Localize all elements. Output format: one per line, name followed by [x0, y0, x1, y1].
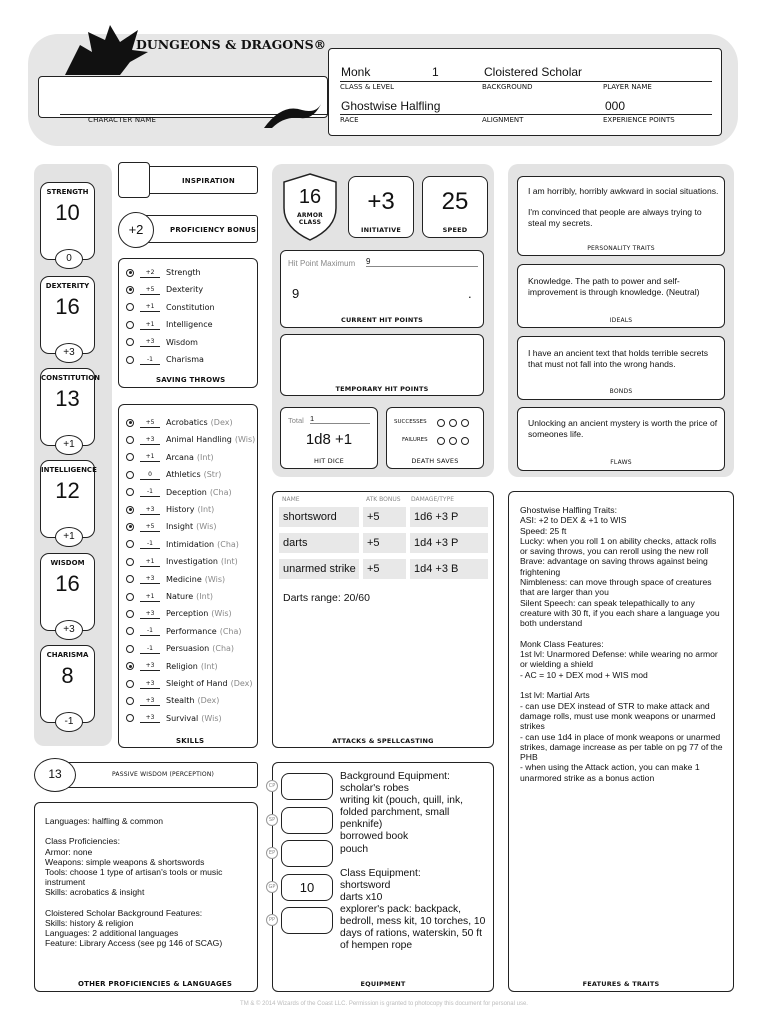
skill-mod[interactable]: +3: [140, 661, 160, 671]
death-save-checkbox[interactable]: [437, 437, 445, 445]
passive-value[interactable]: 13: [34, 758, 76, 792]
skill-ability: (Dex): [210, 418, 233, 427]
skill-row[interactable]: [126, 501, 214, 518]
skill-name: Performance: [166, 626, 217, 636]
death-save-checkbox[interactable]: [449, 437, 457, 445]
skills-label: SKILLS: [176, 737, 205, 745]
ability-score[interactable]: 16: [55, 571, 80, 596]
ability-strength[interactable]: [40, 182, 95, 264]
saving-throw-row[interactable]: [126, 299, 215, 316]
skill-mod[interactable]: -1: [140, 626, 160, 636]
ability-score[interactable]: 8: [61, 663, 74, 688]
skill-row[interactable]: [126, 675, 253, 692]
hit-dice-total-value[interactable]: 1: [310, 414, 370, 424]
skill-name: Intimidation: [166, 539, 215, 549]
skill-ability: (Wis): [234, 435, 256, 445]
attacks-label: ATTACKS & SPELLCASTING: [332, 737, 434, 745]
ability-mod: -1: [55, 712, 83, 732]
skill-ability: (Int): [197, 505, 215, 514]
skill-row[interactable]: [126, 536, 239, 553]
skill-mod[interactable]: -1: [140, 644, 160, 654]
skill-name: Investigation: [166, 557, 218, 567]
ability-mod: 0: [55, 249, 83, 269]
attack-col-dmg: DAMAGE/TYPE: [411, 496, 454, 503]
skill-name: Stealth: [166, 696, 195, 706]
proficiency-dot[interactable]: [126, 540, 134, 548]
attack-notes[interactable]: Darts range: 20/60: [283, 592, 370, 604]
skill-row[interactable]: [126, 431, 255, 448]
skill-name: Acrobatics: [166, 418, 208, 427]
hp-current-label: CURRENT HIT POINTS: [340, 316, 424, 324]
proficiency-dot[interactable]: [126, 697, 134, 705]
player-name-label: PLAYER NAME: [603, 83, 652, 91]
saving-throw-name: Dexterity: [166, 285, 204, 295]
coin-ep-field[interactable]: [281, 840, 333, 867]
ability-name: STRENGTH: [46, 188, 89, 196]
skill-mod[interactable]: -1: [140, 487, 160, 497]
skill-ability: (Int): [200, 661, 218, 671]
equipment-label: EQUIPMENT: [360, 980, 406, 988]
coin-label: EP: [266, 847, 278, 859]
attack-name[interactable]: shortsword: [279, 507, 359, 527]
coin-label: GP: [266, 881, 278, 893]
skill-row[interactable]: [126, 571, 225, 588]
ideals-label: IDEALS: [609, 317, 633, 324]
skill-name: Animal Handling: [166, 435, 232, 445]
skill-name: Medicine: [166, 574, 202, 584]
saving-throw-mod[interactable]: -1: [140, 355, 160, 365]
saving-throw-name: Strength: [166, 268, 201, 277]
skill-row[interactable]: [126, 414, 233, 431]
saving-throw-row[interactable]: [126, 264, 201, 281]
background-label: BACKGROUND: [482, 83, 533, 91]
proficiencies-text[interactable]: Languages: halfling & common Class Proficiencies: Armor: none Weapons: simple weapons & shortswords Tools: choose 1 type of artisan's tools or music instrument Skills: acrobatics & insight Cloistered Scholar Background Features: Skills: history & religion Languages: 2 additional languages Feature: Library Access (see pg 146 of SCAG): [45, 816, 223, 949]
ability-mod: +1: [55, 527, 83, 547]
attack-damage[interactable]: 1d4 +3 B: [410, 559, 488, 579]
skill-ability: (Wis): [204, 574, 226, 584]
attack-bonus[interactable]: +5: [363, 533, 406, 553]
ability-mod: +3: [55, 620, 83, 640]
skill-mod[interactable]: +3: [140, 435, 160, 445]
hp-max-label: Hit Point Maximum: [288, 259, 356, 268]
skill-ability: (Int): [196, 452, 214, 462]
coin-pp-field[interactable]: [281, 907, 333, 934]
flaws-label: FLAWS: [610, 459, 632, 466]
coin-label: SP: [266, 814, 278, 826]
proficiency-dot[interactable]: [126, 303, 134, 311]
initiative-value[interactable]: +3: [367, 188, 395, 215]
skill-mod[interactable]: +1: [140, 557, 160, 567]
bonds-text[interactable]: I have an ancient text that holds terrible secrets that must not fall into the wrong hands.: [528, 348, 711, 369]
saving-throws-label: SAVING THROWS: [156, 376, 226, 384]
skill-ability: (Cha): [212, 644, 235, 654]
header-line-2: [340, 114, 712, 115]
death-failures-label: FAILURES: [402, 437, 428, 443]
skill-name: Insight: [166, 522, 194, 532]
skill-ability: (Wis): [196, 522, 217, 532]
hp-max-value[interactable]: 9: [366, 257, 478, 267]
hp-temp-label: TEMPORARY HIT POINTS: [335, 385, 429, 393]
skill-ability: (Wis): [211, 609, 232, 619]
ability-mod: +3: [55, 343, 83, 363]
class-level-value[interactable]: Monk: [341, 65, 371, 79]
skill-name: Deception: [166, 487, 207, 497]
background-value[interactable]: Cloistered Scholar: [484, 65, 583, 79]
skill-mod[interactable]: +3: [140, 505, 160, 515]
attack-col-atk: ATK BONUS: [366, 496, 401, 503]
initiative-label: INITIATIVE: [361, 226, 401, 234]
attack-bonus[interactable]: +5: [363, 559, 406, 579]
attack-damage[interactable]: 1d4 +3 P: [410, 533, 488, 553]
saving-throw-mod[interactable]: +3: [140, 337, 160, 347]
proficiency-dot[interactable]: [126, 269, 134, 277]
logo-text: DUNGEONS & DRAGONS®: [136, 37, 327, 52]
proficiency-dot[interactable]: [126, 453, 134, 461]
skill-name: Persuasion: [166, 644, 210, 654]
proficiency-dot[interactable]: [126, 627, 134, 635]
hit-dice-value[interactable]: 1d8 +1: [305, 431, 353, 448]
alignment-label: ALIGNMENT: [482, 116, 524, 124]
proficiency-dot[interactable]: [126, 680, 134, 688]
ability-score[interactable]: 13: [55, 386, 80, 411]
ability-name: DEXTERITY: [45, 282, 90, 290]
coin-sp-field[interactable]: [281, 807, 333, 834]
proficiency-label: PROFICIENCY BONUS: [170, 226, 257, 234]
proficiency-dot[interactable]: [126, 321, 134, 329]
proficiency-dot[interactable]: [126, 419, 134, 427]
attack-name[interactable]: unarmed strike: [279, 559, 359, 579]
skill-row[interactable]: [126, 588, 213, 605]
skill-row[interactable]: [126, 640, 234, 657]
skill-row[interactable]: [126, 466, 221, 483]
inspiration-label: INSPIRATION: [182, 177, 235, 185]
skill-row[interactable]: [126, 658, 218, 675]
skill-name: Arcana: [166, 452, 194, 462]
saving-throw-mod[interactable]: +1: [140, 320, 160, 330]
saving-throw-row[interactable]: [126, 334, 198, 351]
dragon-tail-icon: [262, 98, 324, 130]
proficiency-dot[interactable]: [126, 610, 134, 618]
saving-throw-name: Constitution: [166, 302, 215, 312]
hit-dice-label: HIT DICE: [313, 457, 344, 465]
skill-mod[interactable]: 0: [140, 470, 160, 480]
skill-name: Perception: [166, 609, 209, 619]
speed-value[interactable]: 25: [441, 188, 469, 215]
class-level-label: CLASS & LEVEL: [340, 83, 394, 91]
skill-row[interactable]: [126, 623, 242, 640]
skill-mod[interactable]: +5: [140, 522, 160, 532]
proficiency-dot[interactable]: [126, 436, 134, 444]
header: [0, 0, 768, 150]
death-save-checkbox[interactable]: [461, 437, 469, 445]
level-value[interactable]: 1: [432, 65, 439, 79]
skill-name: Survival: [166, 713, 199, 723]
skill-ability: (Cha): [217, 539, 239, 549]
attacks-box: [272, 491, 494, 748]
skill-mod[interactable]: +5: [140, 418, 160, 428]
skill-name: History: [166, 505, 195, 514]
saving-throw-row[interactable]: [126, 316, 213, 333]
xp-value[interactable]: 000: [605, 99, 626, 113]
proficiencies-label: OTHER PROFICIENCIES & LANGUAGES: [78, 980, 233, 988]
proficiency-dot[interactable]: [126, 506, 134, 514]
ability-name: INTELLIGENCE: [41, 466, 97, 474]
death-saves-label: DEATH SAVES: [411, 457, 459, 465]
ability-charisma[interactable]: [40, 645, 95, 727]
passive-label: PASSIVE WISDOM (PERCEPTION): [112, 771, 215, 778]
inspiration-checkbox[interactable]: [118, 162, 150, 198]
character-name-label: CHARACTER NAME: [88, 116, 157, 124]
saving-throw-row[interactable]: [126, 351, 204, 368]
skill-mod[interactable]: +1: [140, 592, 160, 602]
skill-mod[interactable]: -1: [140, 539, 160, 549]
ability-constitution[interactable]: [40, 368, 101, 450]
skill-row[interactable]: [126, 449, 214, 466]
skill-mod[interactable]: +3: [140, 679, 160, 689]
skill-ability: (Int): [220, 557, 238, 567]
proficiency-dot[interactable]: [126, 593, 134, 601]
skill-name: Sleight of Hand: [166, 679, 228, 688]
ability-name: CONSTITUTION: [41, 374, 101, 382]
skill-mod[interactable]: +3: [140, 609, 160, 619]
proficiency-dot[interactable]: [126, 662, 134, 670]
skill-ability: (Cha): [209, 487, 232, 497]
skill-ability: (Int): [196, 592, 213, 601]
ability-score[interactable]: 10: [55, 200, 80, 225]
skill-row[interactable]: [126, 692, 219, 709]
skill-mod[interactable]: +3: [140, 696, 160, 706]
death-save-checkbox[interactable]: [449, 419, 457, 427]
speed-label: SPEED: [442, 226, 468, 234]
saving-throw-name: Charisma: [166, 355, 204, 364]
ability-score[interactable]: 12: [55, 478, 80, 503]
death-successes-label: SUCCESSES: [394, 419, 427, 425]
skill-ability: (Str): [203, 470, 222, 480]
skill-ability: (Dex): [230, 679, 253, 688]
skill-mod[interactable]: +1: [140, 452, 160, 462]
skill-name: Nature: [166, 592, 194, 601]
race-value[interactable]: Ghostwise Halfling: [341, 99, 441, 113]
skill-row[interactable]: [126, 553, 238, 570]
skill-mod[interactable]: +3: [140, 713, 160, 723]
proficiency-dot[interactable]: [126, 286, 134, 294]
proficiency-dot[interactable]: [126, 488, 134, 496]
coin-label: CP: [266, 780, 278, 792]
ability-name: WISDOM: [50, 559, 85, 567]
equipment-text[interactable]: Background Equipment: scholar's robes writing kit (pouch, quill, ink, folded parchment, small penknife) borrowed book pouch Class Equipment: shortsword darts x10 explorer's pack: backpack, bedroll, mess kit, 10 torches, 10 days of rations, waterskin, 50 ft of hempen rope: [340, 771, 486, 952]
ability-mod: +1: [55, 435, 83, 455]
ability-score[interactable]: 16: [55, 294, 80, 319]
proficiency-dot[interactable]: [126, 714, 134, 722]
saving-throw-mod[interactable]: +2: [140, 268, 160, 278]
proficiency-dot[interactable]: [126, 338, 134, 346]
saving-throw-mod[interactable]: +1: [140, 302, 160, 312]
race-label: RACE: [340, 116, 359, 124]
armor-class-label: ARMOR CLASS: [297, 212, 323, 226]
attack-bonus[interactable]: +5: [363, 507, 406, 527]
skill-name: Athletics: [166, 470, 201, 480]
hit-dice-total-label: Total: [288, 416, 304, 425]
coin-label: PP: [266, 914, 278, 926]
armor-class-value[interactable]: 16: [298, 186, 322, 208]
hp-current-value[interactable]: 9: [292, 286, 300, 301]
personality-label: PERSONALITY TRAITS: [587, 245, 655, 252]
proficiency-dot[interactable]: [126, 356, 134, 364]
skill-ability: (Cha): [219, 626, 242, 636]
xp-label: EXPERIENCE POINTS: [603, 116, 675, 124]
proficiency-value[interactable]: +2: [118, 212, 154, 248]
ability-wisdom[interactable]: [40, 553, 95, 635]
saving-throw-mod[interactable]: +5: [140, 285, 160, 295]
coin-gp-field[interactable]: [281, 874, 333, 901]
coin-value[interactable]: 10: [299, 879, 315, 895]
skill-mod[interactable]: +3: [140, 574, 160, 584]
skill-ability: (Wis): [201, 713, 222, 723]
skill-row[interactable]: [126, 518, 216, 535]
attack-name[interactable]: darts: [279, 533, 359, 553]
saving-throw-name: Intelligence: [166, 320, 213, 330]
header-line-1: [340, 81, 712, 82]
attack-col-name: NAME: [282, 496, 300, 503]
footer-text: TM & © 2014 Wizards of the Coast LLC. Permission is granted to photocopy this document for personal use.: [240, 1001, 528, 1007]
proficiency-dot[interactable]: [126, 523, 134, 531]
coin-cp-field[interactable]: [281, 773, 333, 800]
proficiency-dot[interactable]: [126, 471, 134, 479]
ability-dexterity[interactable]: [40, 276, 95, 358]
death-save-checkbox[interactable]: [437, 419, 445, 427]
hp-mark: .: [468, 286, 472, 301]
saving-throw-name: Wisdom: [166, 337, 198, 347]
ability-intelligence[interactable]: [40, 460, 97, 542]
proficiency-dot[interactable]: [126, 558, 134, 566]
skill-row[interactable]: [126, 484, 232, 501]
flaws-text[interactable]: Unlocking an ancient mystery is worth the price of someones life.: [528, 418, 720, 439]
bonds-label: BONDS: [609, 388, 633, 395]
attack-damage[interactable]: 1d6 +3 P: [410, 507, 488, 527]
skill-name: Religion: [166, 661, 198, 671]
ability-name: CHARISMA: [46, 651, 89, 659]
features-text[interactable]: Ghostwise Halfling Traits: ASI: +2 to DEX & +1 to WIS Speed: 25 ft Lucky: when you roll 1 on ability checks, attack rolls or saving throws, you can reroll using the new roll Brave: advantage on saving throws against being frightening Nimbleness: can move through space of creatures that are larger than you Silent Speech: can speak telepathically to any creature with 30 ft, if you each share a language you both understand Monk Class Features: 1st lvl: Unarmored Defense: while wearing no armor or wielding a shield - AC = 10 + DEX mod + WIS mod 1st lvl: Martial Arts - can use DEX instead of STR to make attack and damage rolls, must use monk weapons or unarmed strikes - can use 1d4 in place of monk weapons or unarmed strikes, damage increase as per table on pg 77 of the PHB - when using the Attack action, you can make 1 unarmored strike as a bonus action: [520, 505, 723, 783]
death-save-checkbox[interactable]: [461, 419, 469, 427]
personality-text[interactable]: I am horribly, horribly awkward in social situations. I'm convinced that people are always trying to steal my secrets.: [528, 186, 719, 228]
ideals-text[interactable]: Knowledge. The path to power and self-improvement is through knowledge. (Neutral): [528, 276, 700, 297]
features-label: FEATURES & TRAITS: [582, 980, 660, 988]
saving-throw-row[interactable]: [126, 281, 203, 298]
skill-row[interactable]: [126, 605, 232, 622]
proficiency-dot[interactable]: [126, 575, 134, 583]
skill-row[interactable]: [126, 710, 222, 727]
proficiency-dot[interactable]: [126, 645, 134, 653]
skill-ability: (Dex): [197, 696, 220, 706]
